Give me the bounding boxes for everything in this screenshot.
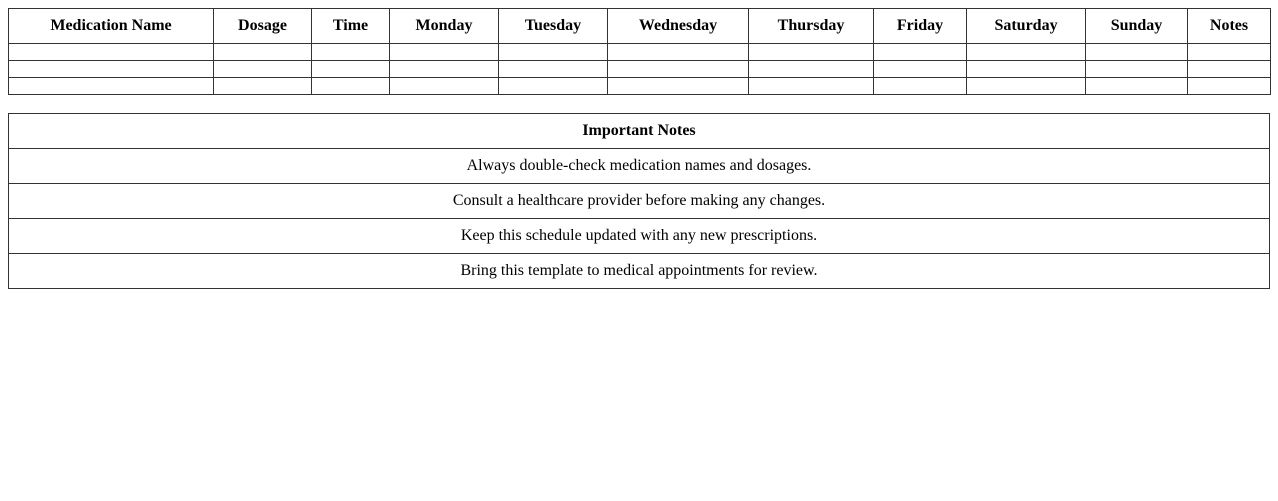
notes-body	[9, 149, 1270, 289]
list-item	[9, 149, 1270, 184]
table-cell[interactable]	[874, 61, 967, 78]
table-cell[interactable]	[1086, 61, 1188, 78]
table-cell[interactable]	[214, 44, 312, 61]
header-tuesday: Tuesday	[499, 9, 608, 44]
table-cell[interactable]	[9, 61, 214, 78]
table-cell[interactable]	[390, 44, 499, 61]
table-cell[interactable]	[967, 78, 1086, 95]
notes-header	[9, 114, 1270, 149]
table-cell[interactable]	[749, 78, 874, 95]
list-item	[9, 184, 1270, 219]
table-cell[interactable]	[874, 44, 967, 61]
header-row	[9, 9, 1271, 44]
important-notes-table	[8, 113, 1270, 289]
table-cell[interactable]	[608, 44, 749, 61]
table-cell[interactable]	[214, 78, 312, 95]
schedule-body	[9, 44, 1271, 95]
note-text: Consult a healthcare provider before making any changes.	[9, 184, 1270, 219]
medication-schedule-table	[8, 8, 1271, 95]
table-cell[interactable]	[499, 44, 608, 61]
table-cell[interactable]	[214, 61, 312, 78]
notes-title: Important Notes	[9, 114, 1270, 149]
table-cell[interactable]	[967, 61, 1086, 78]
table-cell[interactable]	[1188, 78, 1271, 95]
table-cell[interactable]	[390, 78, 499, 95]
header-time: Time	[312, 9, 390, 44]
table-cell[interactable]	[312, 78, 390, 95]
table-cell[interactable]	[608, 78, 749, 95]
schedule-header	[9, 9, 1271, 44]
table-row	[9, 44, 1271, 61]
table-cell[interactable]	[9, 78, 214, 95]
notes-header-row	[9, 114, 1270, 149]
table-cell[interactable]	[1086, 78, 1188, 95]
list-item	[9, 219, 1270, 254]
note-text: Always double-check medication names and dosages.	[9, 149, 1270, 184]
table-cell[interactable]	[1188, 44, 1271, 61]
header-monday: Monday	[390, 9, 499, 44]
table-cell[interactable]	[749, 61, 874, 78]
table-row	[9, 61, 1271, 78]
header-medication-name: Medication Name	[9, 9, 214, 44]
header-thursday: Thursday	[749, 9, 874, 44]
table-row	[9, 78, 1271, 95]
table-cell[interactable]	[749, 44, 874, 61]
header-saturday: Saturday	[967, 9, 1086, 44]
table-cell[interactable]	[967, 44, 1086, 61]
header-sunday: Sunday	[1086, 9, 1188, 44]
table-cell[interactable]	[499, 78, 608, 95]
table-cell[interactable]	[390, 61, 499, 78]
header-wednesday: Wednesday	[608, 9, 749, 44]
note-text: Bring this template to medical appointments for review.	[9, 254, 1270, 289]
table-cell[interactable]	[312, 61, 390, 78]
header-friday: Friday	[874, 9, 967, 44]
table-cell[interactable]	[499, 61, 608, 78]
table-cell[interactable]	[608, 61, 749, 78]
table-cell[interactable]	[9, 44, 214, 61]
table-cell[interactable]	[1086, 44, 1188, 61]
header-dosage: Dosage	[214, 9, 312, 44]
header-notes: Notes	[1188, 9, 1271, 44]
table-cell[interactable]	[1188, 61, 1271, 78]
table-cell[interactable]	[312, 44, 390, 61]
list-item	[9, 254, 1270, 289]
table-cell[interactable]	[874, 78, 967, 95]
note-text: Keep this schedule updated with any new prescriptions.	[9, 219, 1270, 254]
